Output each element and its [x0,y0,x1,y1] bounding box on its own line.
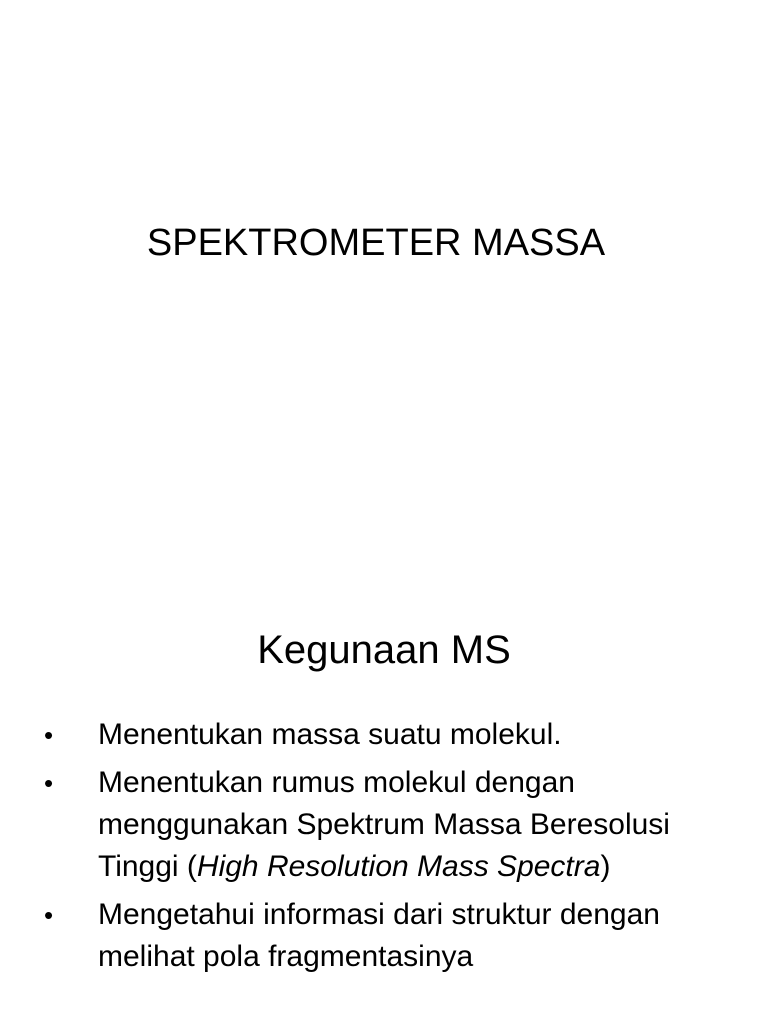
bullet-icon: • [44,720,54,750]
bullet-list [0,714,768,984]
bullet-text: Mengetahui informasi dari struktur dengan melihat pola fragmentasinya [98,898,660,973]
bullet-icon: • [44,900,54,930]
list-item [0,762,768,888]
bullet-text-end: ) [600,850,611,883]
bullet-text: Menentukan massa suatu molekul. [98,718,562,751]
slide-uses-heading: Kegunaan MS [257,628,511,672]
bullet-text: Menentukan rumus molekul dengan menggunakan Spektrum Massa Beresolusi Tinggi ( [98,766,670,883]
list-item [0,894,768,978]
bullet-icon: • [44,768,54,798]
bullet-text-italic: High Resolution Mass Spectra [196,850,601,883]
list-item [0,714,768,756]
slide-uses [0,512,768,1024]
slide-title-heading: SPEKTROMETER MASSA [146,222,606,264]
